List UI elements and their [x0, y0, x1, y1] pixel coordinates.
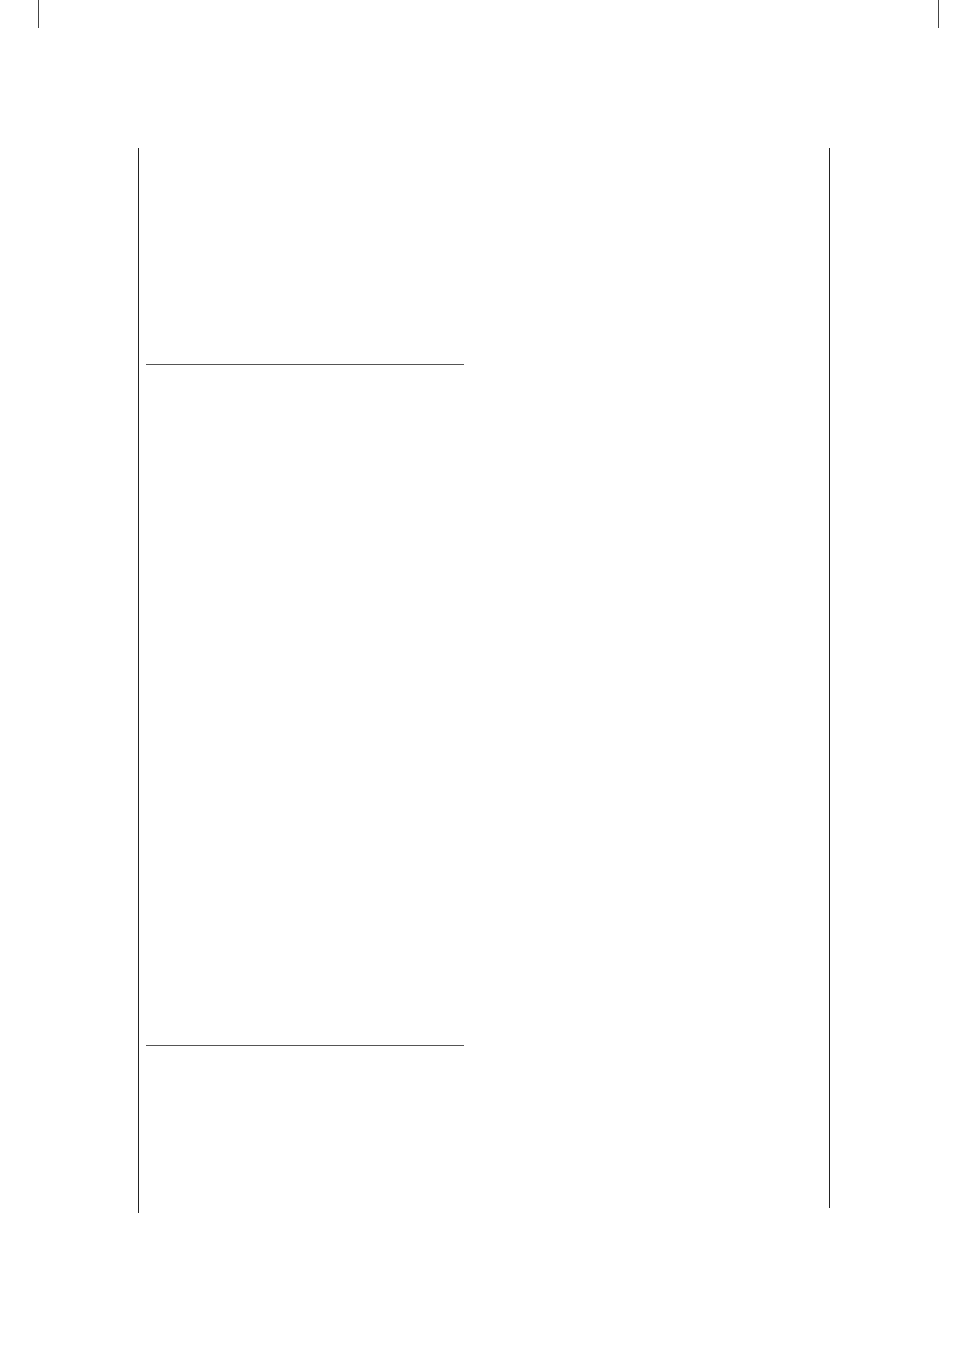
quote-bottom-rule	[146, 1045, 464, 1046]
left-rule	[138, 148, 139, 1213]
crop-mark-right	[938, 0, 939, 28]
crop-mark-left	[38, 0, 39, 28]
quote-top-rule	[146, 364, 464, 365]
right-rule	[829, 148, 830, 1208]
running-head	[114, 148, 134, 288]
